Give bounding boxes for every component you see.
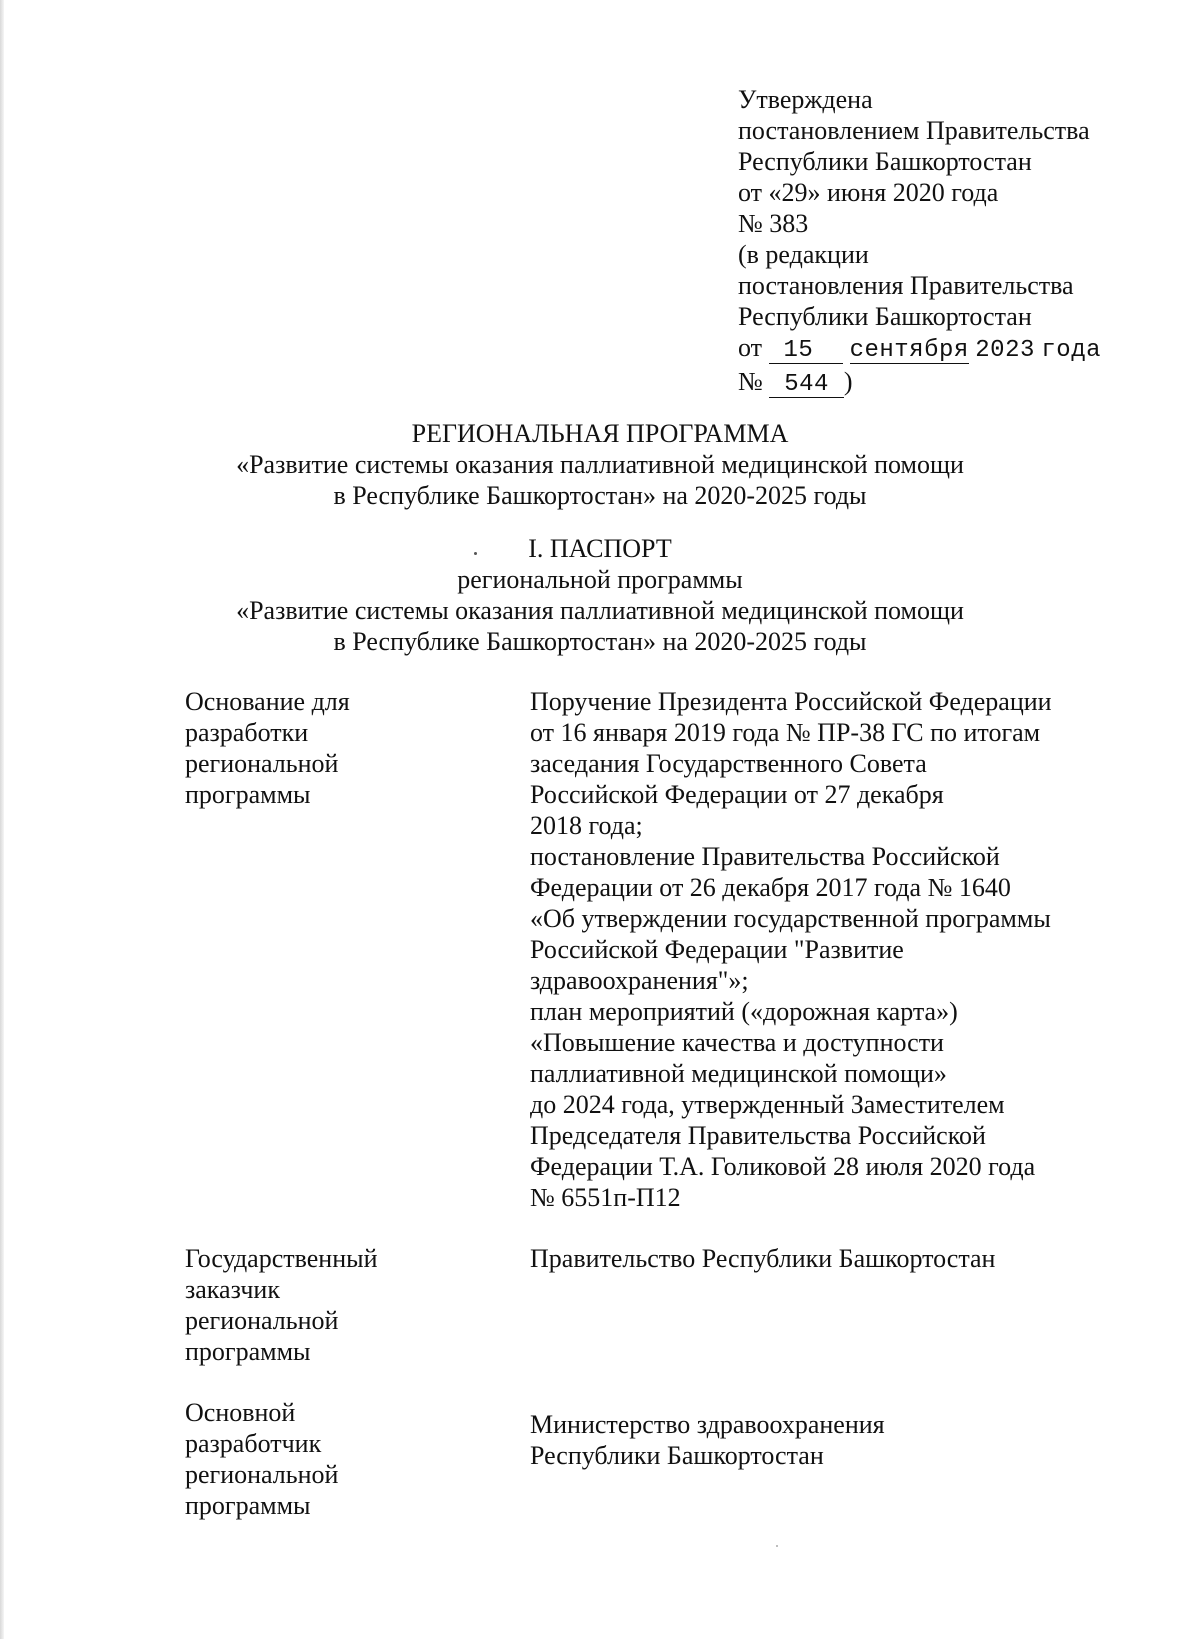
passport-row-label: Государственный заказчик региональной программы (185, 1244, 378, 1366)
passport-title-line: в Республике Башкортостан» на 2020-2025 годы (333, 627, 867, 656)
approval-line: Республики Башкортостан (738, 302, 1032, 331)
program-title-line: в Республике Башкортостан» на 2020-2025 годы (333, 481, 867, 510)
number-value: 544 (769, 373, 844, 398)
number-prefix: № (738, 367, 763, 396)
passport-title-line: «Развитие системы оказания паллиативной медицинской помощи (236, 596, 964, 625)
passport-row (185, 1397, 1135, 1521)
passport-title-line: I. ПАСПОРТ (528, 534, 672, 563)
approval-block (738, 84, 1178, 398)
approval-line: (в редакции (738, 240, 869, 269)
approval-line: Утверждена (738, 85, 873, 114)
passport-table (185, 686, 1135, 1521)
amendment-number-line (738, 366, 1178, 398)
passport-title (0, 533, 1200, 657)
number-suffix: ) (843, 367, 853, 396)
passport-row-label: Основной разработчик региональной программы (185, 1398, 339, 1520)
date-month: сентября (849, 337, 969, 364)
scan-speck (776, 1545, 778, 1547)
approval-line: Республики Башкортостан (738, 147, 1032, 176)
scan-edge (0, 0, 4, 1639)
passport-row-label: Основание для разработки региональной программы (185, 687, 350, 809)
approval-line: № 383 (738, 209, 809, 238)
amendment-date-line (738, 332, 1178, 366)
date-day: 15 (769, 339, 844, 364)
program-title-line: «Развитие системы оказания паллиативной медицинской помощи (236, 450, 964, 479)
passport-row-value: Правительство Республики Башкортостан (530, 1244, 996, 1273)
passport-row-value: Поручение Президента Российской Федерации от 16 января 2019 года № ПР-38 ГС по итогам заседания Государственного Совета Российской Федерации от 27 декабря 2018 года; постановление Правительства Российской Федерации от 26 декабря 2017 года № 1640 «Об утверждении государственной программы Российской Федерации "Развитие здравоохранения"»; план мероприятий («дорожная карта») «Повышение качества и доступности паллиативной медицинской помощи» до 2024 года, утвержденный Заместителем Председателя Правительства Российской Федерации Т.А. Голиковой 28 июля 2020 года № 6551п-П12 (530, 687, 1052, 1212)
date-year: 2023 (975, 337, 1035, 364)
approval-line: постановлением Правительства (738, 116, 1090, 145)
program-title (0, 418, 1200, 511)
date-suffix: года (1041, 337, 1101, 364)
date-prefix: от (738, 333, 763, 362)
approval-line: постановления Правительства (738, 271, 1074, 300)
approval-line: от «29» июня 2020 года (738, 178, 999, 207)
passport-row-value: Министерство здравоохранения Республики Башкортостан (530, 1410, 885, 1470)
program-title-line: РЕГИОНАЛЬНАЯ ПРОГРАММА (411, 419, 789, 448)
row-spacer (185, 1367, 1135, 1397)
row-spacer (185, 1213, 1135, 1243)
passport-row (185, 1243, 1135, 1367)
passport-title-line: региональной программы (457, 565, 743, 594)
passport-row (185, 686, 1135, 1213)
